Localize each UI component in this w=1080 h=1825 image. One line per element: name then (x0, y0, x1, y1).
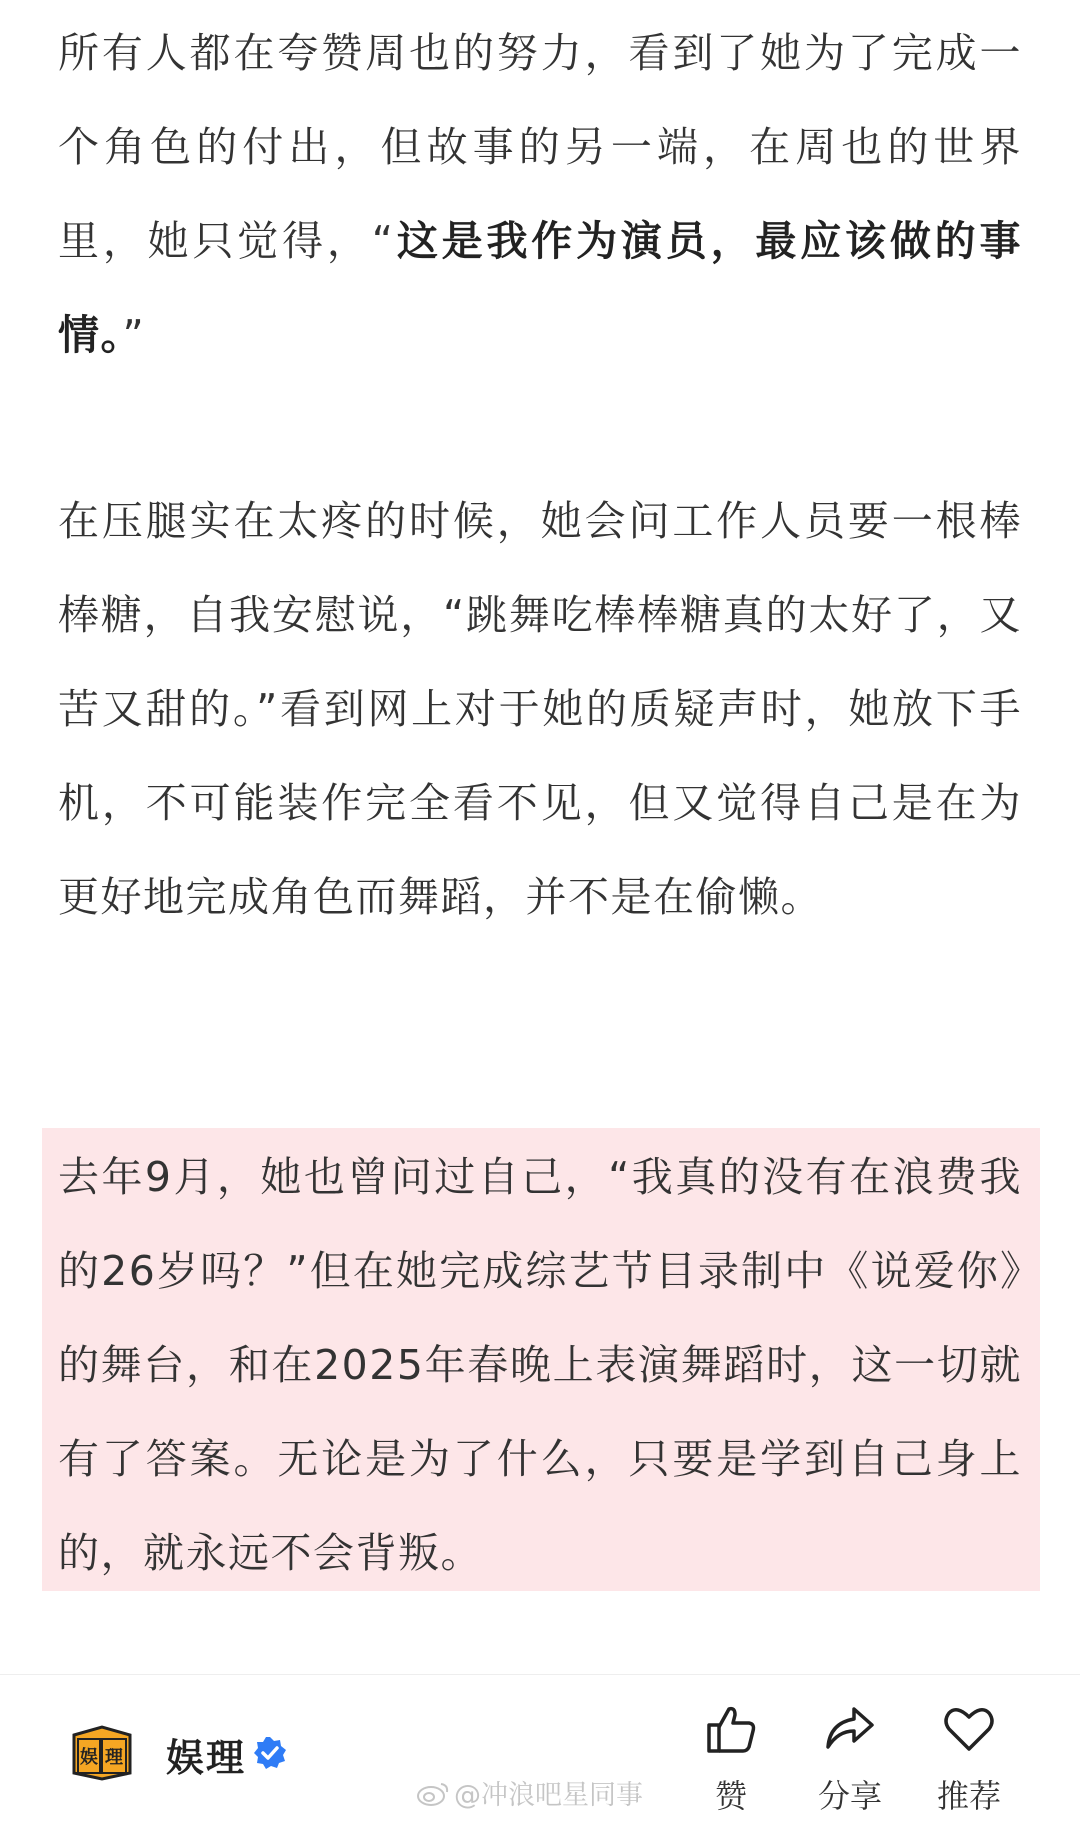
author-logo-icon (70, 1725, 132, 1781)
verified-badge-icon (252, 1735, 288, 1771)
logo-char-2: 理 (105, 1747, 123, 1768)
author-logo[interactable] (70, 1725, 132, 1781)
share-arrow-icon (822, 1701, 878, 1757)
paragraph-text: 所有人都在夸赞周也的努力，看到了她为了完成一个角色的付出，但故事的另一端，在周也的世界里，她只觉得，“ (58, 29, 1022, 265)
watermark-text: @冲浪吧星同事 (454, 1780, 643, 1811)
bottom-action-bar (0, 1674, 1080, 1825)
author-name[interactable]: 娱理 (166, 1736, 247, 1780)
paragraph: 在压腿实在太疼的时候，她会问工作人员要一根棒棒糖，自我安慰说，“跳舞吃棒棒糖真的太好了，又苦又甜的。”看到网上对于她的质疑声时，她放下手机，不可能装作完全看不见，但又觉得自己是在为更好地完成角色而舞蹈，并不是在偷懒。 (58, 497, 1022, 921)
weibo-icon (416, 1780, 450, 1813)
highlighted-paragraph: 去年9月，她也曾问过自己，“我真的没有在浪费我的26岁吗？”但在她完成综艺节目录制中《说爱你》的舞台，和在2025年春晚上表演舞蹈时，这一切就有了答案。无论是为了什么，只要是学到自己身上的，就永远不会背叛。 (58, 1153, 1022, 1577)
quote-close: ” (122, 311, 146, 359)
share-label: 分享 (817, 1777, 882, 1815)
paragraph-bold-quote: 这是我作为演员，最应该做的事情。 (58, 217, 1022, 359)
watermark (416, 1773, 643, 1813)
like-button[interactable] (676, 1701, 786, 1821)
like-label: 赞 (714, 1777, 747, 1815)
thumbs-up-icon (703, 1701, 759, 1757)
logo-char-1: 娱 (80, 1747, 98, 1768)
recommend-button[interactable] (914, 1701, 1024, 1821)
paragraph (58, 6, 1022, 382)
heart-icon (941, 1701, 997, 1757)
recommend-label: 推荐 (936, 1777, 1001, 1815)
share-button[interactable] (795, 1701, 905, 1821)
